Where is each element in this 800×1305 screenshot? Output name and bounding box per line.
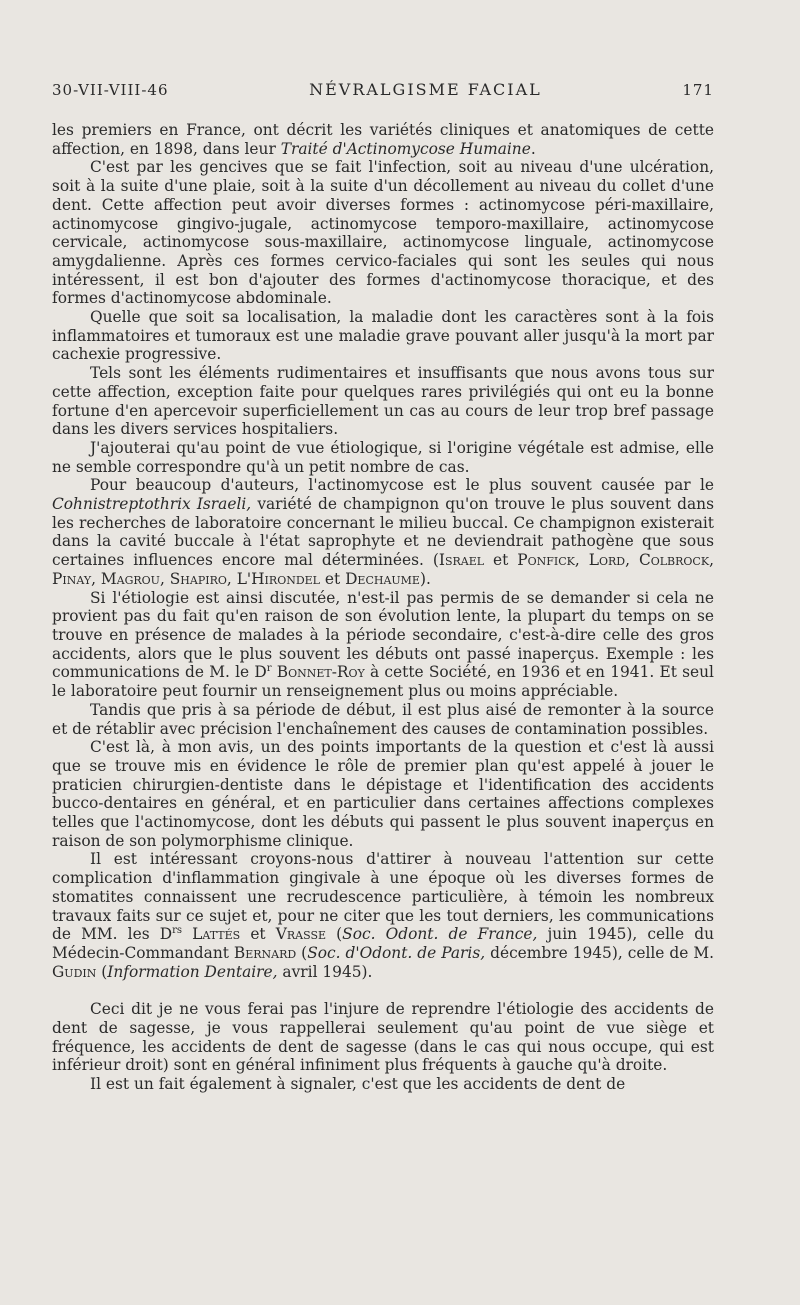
paragraph: Il est intéressant croyons-nous d'attirer à nouveau l'attention sur cette complication d'inflammation gingivale à une époque où les diverses formes de stomatites connaissent une recrudescence particulière, à témoin les nombreux travaux faits sur ce sujet et, pour ne citer que les tout derniers, les communications de MM. les $D^{rs}$ Lattés et Vrasse (Soc. Odont. de France, juin 1945), celle du Médecin-Commandant Bernard (Soc. d'Odont. de Paris, décembre 1945), celle de M. Gudin (Information Dentaire, avril 1945). [52, 850, 714, 981]
paragraph: Si l'étiologie est ainsi discutée, n'est-il pas permis de se demander si cela ne provient pas du fait qu'en raison de son évolution lente, la plupart du temps on se trouve en présence de malades à la période secondaire, c'est-à-dire celle des gros accidents, alors que le plus souvent les débuts ont passé inaperçus. Exemple : les communications de M. le $D^r$ Bonnet-Roy à cette Société, en 1936 et en 1941. Et seul le laboratoire peut fournir un renseignement plus ou moins appréciable. [52, 588, 714, 701]
author-name: Shapiro [169, 569, 227, 588]
species-name: Cohnistreptothrix Israeli, [52, 495, 252, 514]
header-date: 30-VII-VIII-46 [52, 81, 169, 99]
author-name: L'Hirondel [236, 569, 320, 588]
author-name: Magrou [100, 569, 160, 588]
paragraph: Pour beaucoup d'auteurs, l'actinomycose est le plus souvent causée par le Cohnistreptothrix Israeli, variété de champignon qu'on trouve le plus souvent dans les recherches de laboratoire concernant le milieu buccal. Ce champignon existerait dans la cavité buccale à l'état saprophyte et ne deviendrait pathogène que sous certaines influences encore mal déterminées. (Israel et Ponfick, Lord, Colbrock, Pinay, Magrou, Shapiro, L'Hirondel et Dechaume). [52, 476, 714, 588]
author-name: Pinay [52, 569, 92, 588]
author-name: Bernard [233, 943, 297, 962]
author-name: Colbrock [638, 551, 710, 570]
paragraph: Il est un fait également à signaler, c'est que les accidents de dent de [90, 1075, 626, 1094]
author-name: Gudin [52, 962, 97, 981]
author-name: Lord [588, 551, 626, 570]
author-name: Bonnet-Roy [271, 663, 365, 682]
paragraph: J'ajouterai qu'au point de vue étiologique, si l'origine végétale est admise, elle ne semble correspondre qu'à un petit nombre de cas. [52, 438, 714, 476]
running-head [52, 80, 714, 99]
book-title: Traité d'Actinomycose Humaine [280, 139, 531, 158]
author-name: Lattés [182, 925, 241, 944]
journal-name: Information Dentaire, [107, 962, 278, 981]
body-text [52, 121, 714, 1094]
paragraph: les premiers en France, ont décrit les variétés cliniques et anatomiques de cette affection, en 1898, dans leur Traité d'Actinomycose Humaine. [52, 121, 714, 158]
author-name: Israel [438, 551, 485, 570]
journal-name: Soc. Odont. de France, [342, 925, 538, 944]
paragraph: Quelle que soit sa localisation, la maladie dont les caractères sont à la fois inflammatoires et tumoraux est une maladie grave pouvant aller jusqu'à la mort par cachexie progressive. [52, 308, 714, 364]
header-title: NÉVRALGISME FACIAL [309, 80, 542, 99]
author-name: Ponfick [517, 551, 575, 570]
paragraph: C'est là, à mon avis, un des points importants de la question et c'est là aussi que se trouve mis en évidence le rôle de premier plan qu'est appelé à jouer le praticien chirurgien-dentiste dans le dépistage et l'identification des accidents bucco-dentaires en général, et en particulier dans certaines affections complexes telles que l'actinomycose, dont les débuts qui passent le plus souvent inaperçus en raison de son polymorphisme clinique. [52, 738, 714, 850]
paragraph: Tandis que pris à sa période de début, il est plus aisé de remonter à la source et de rétablir avec précision l'enchaînement des causes de contamination possibles. [52, 700, 714, 738]
author-name: Dechaume [345, 569, 420, 588]
page-number: 171 [682, 81, 714, 99]
paragraph: C'est par les gencives que se fait l'infection, soit au niveau d'une ulcération, soit à la suite d'une plaie, soit à la suite d'un décollement au niveau du collet d'une dent. Cette affection peut avoir diverses formes : actinomycose péri-maxillaire, actinomycose gingivo-jugale, actinomycose temporo-maxillaire, actinomycose cervicale, actinomycose sous-maxillaire, actinomycose linguale, actinomycose amygdalienne. Après ces formes cervico-faciales qui sont les seules qui nous intéressent, il est bon d'ajouter des formes d'actinomycose thoracique, et des formes d'actinomycose abdominale. [52, 158, 714, 308]
paragraph: Tels sont les éléments rudimentaires et insuffisants que nous avons tous sur cette affection, exception faite pour quelques rares privilégiés qui ont eu la bonne fortune d'en apercevoir superficiellement un cas au cours de leur trop bref passage dans les divers services hospitaliers. [52, 364, 714, 439]
author-name: Vrasse [275, 925, 327, 944]
paragraph: Ceci dit je ne vous ferai pas l'injure de reprendre l'étiologie des accidents de dent de sagesse, je vous rappellerai seulement qu'au point de vue siège et fréquence, les accidents de dent de sagesse (dans le cas qui nous occupe, qui est inférieur droit) sont en général infiniment plus fréquents à gauche qu'à droite. [52, 1000, 714, 1075]
journal-name: Soc. d'Odont. de Paris, [307, 943, 486, 962]
